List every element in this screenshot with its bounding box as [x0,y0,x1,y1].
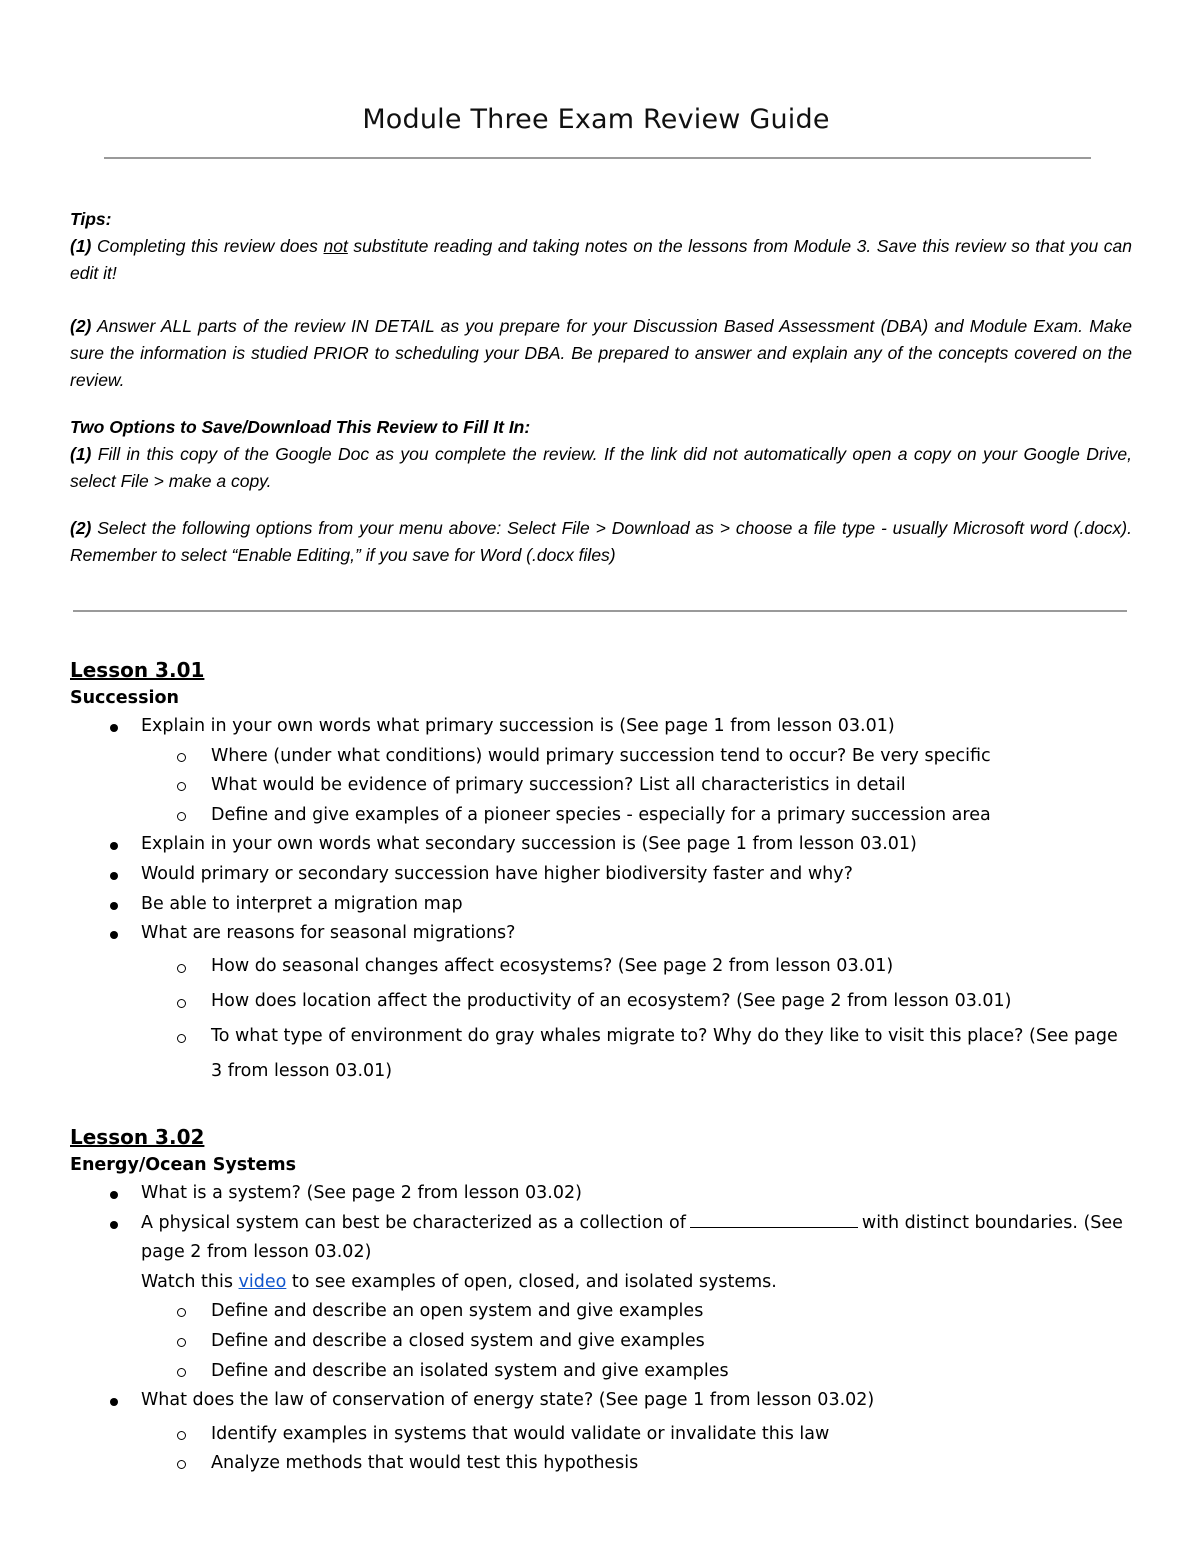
lesson-list [70,1179,1132,1268]
video-link[interactable]: video [238,1271,287,1292]
sub-list-item: Define and describe an isolated system and give examples [70,1357,1132,1387]
document-title: Module Three Exam Review Guide [362,104,830,135]
sub-list-item: How does location affect the productivity of an ecosystem? (See page 2 from lesson 03.01) [70,984,1132,1019]
sub-list-item: To what type of environment do gray whales migrate to? Why do they like to visit this place? (See page 3 from lesson 03.01) [70,1019,1132,1089]
list-item: Explain in your own words what secondary succession is (See page 1 from lesson 03.01) [70,830,1132,860]
lesson-subheading: Succession [70,688,179,708]
sub-list-item: Define and describe a closed system and give examples [70,1327,1132,1357]
sub-list-item: Analyze methods that would test this hypothesis [70,1449,1132,1479]
lesson-list [70,712,1132,1089]
list-item: A physical system can best be characterized as a collection of with distinct boundaries. (See page 2 from lesson 03.02) [70,1209,1132,1268]
sub-list-item: What would be evidence of primary succession? List all characteristics in detail [70,771,1132,801]
sub-list-item: Identify examples in systems that would validate or invalidate this law [70,1420,1132,1450]
fill-in-blank[interactable] [690,1211,858,1228]
lesson-subheading: Energy/Ocean Systems [70,1155,297,1175]
tips-section [70,206,1132,569]
sub-list-item: Where (under what conditions) would primary succession tend to occur? Be very specific [70,742,1132,772]
lesson-3-02 [70,1122,1132,1479]
watch-line: Watch this video to see examples of open, closed, and isolated systems. [141,1271,777,1292]
option-2: (2) Select the following options from your menu above: Select File > Download as > choose a file type - usually Microsoft word (.docx). Remember to select “Enable Editing,” if you save for Word (.docx files) [70,518,1132,565]
lesson-heading: Lesson 3.02 [70,1125,205,1149]
not-emphasis: not [323,236,348,256]
list-item: What does the law of conservation of energy state? (See page 1 from lesson 03.02) [70,1386,1132,1416]
tips-heading: Tips: [70,209,112,229]
list-item: Be able to interpret a migration map [70,890,1132,920]
option-1: (1) Fill in this copy of the Google Doc as you complete the review. If the link did not automatically open a copy on your Google Drive, select File > make a copy. [70,444,1132,491]
section-divider [73,610,1127,612]
list-item: Explain in your own words what primary succession is (See page 1 from lesson 03.01) [70,712,1132,742]
tip-1: (1) Completing this review does not substitute reading and taking notes on the lessons from Module 3. Save this review so that you can edit it! [70,236,1133,283]
options-heading: Two Options to Save/Download This Review to Fill It In: [70,417,531,437]
list-item: Would primary or secondary succession have higher biodiversity faster and why? [70,860,1132,890]
sub-list-item: Define and describe an open system and give examples [70,1297,1132,1327]
sub-list-item: Define and give examples of a pioneer species - especially for a primary succession area [70,801,1132,831]
lesson-heading: Lesson 3.01 [70,658,205,682]
title-divider [104,157,1091,159]
tip-2: (2) Answer ALL parts of the review IN DETAIL as you prepare for your Discussion Based Assessment (DBA) and Module Exam. Make sure the information is studied PRIOR to scheduling your DBA. Be prepared to answer and explain any of the concepts covered on the review. [70,316,1132,390]
list-item: What is a system? (See page 2 from lesson 03.02) [70,1179,1132,1209]
lesson-3-01 [70,655,1132,1089]
lesson-list [70,1297,1132,1479]
list-item: What are reasons for seasonal migrations? [70,919,1132,949]
sub-list-item: How do seasonal changes affect ecosystems? (See page 2 from lesson 03.01) [70,949,1132,984]
